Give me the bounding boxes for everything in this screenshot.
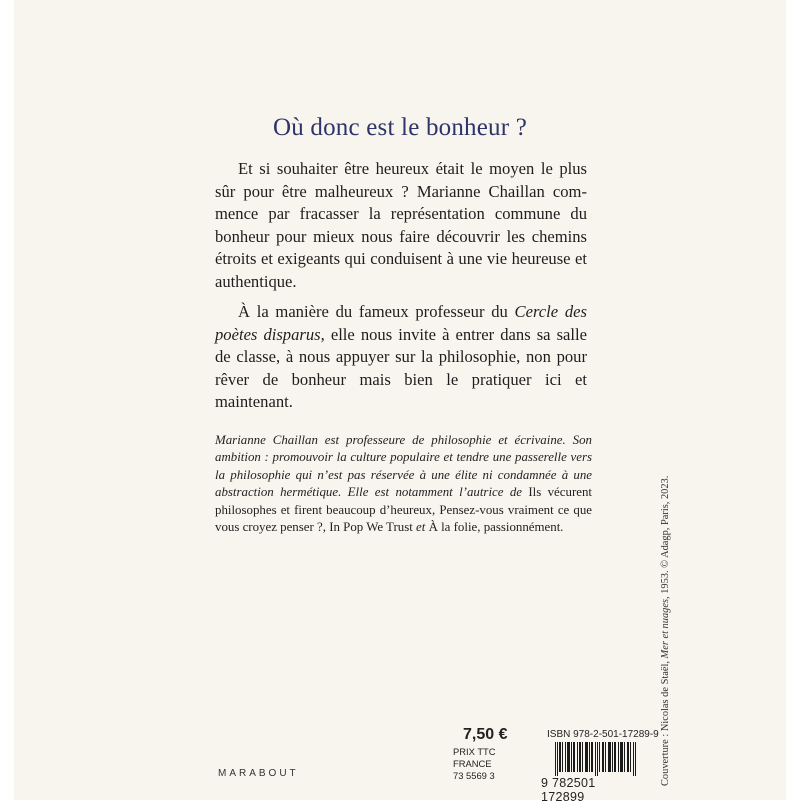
barcode-icon	[555, 742, 638, 776]
bio-separator: ,	[431, 502, 440, 517]
bio-end: .	[560, 520, 564, 535]
book-title-2: Pensez-vous vraiment ce que vous croyez penser ?	[215, 502, 592, 535]
price-code: 73 5569 3	[453, 770, 495, 781]
film-title: Cercle des poètes disparus	[215, 302, 587, 344]
cover-credit-wrap	[660, 460, 676, 790]
credit-text: Couverture : Nicolas de Staël,	[660, 658, 671, 786]
bio-text: Marianne Chaillan est professeure de philosophie et écrivaine. Son ambition : promouvoir la culture populaire et tendre une passerelle vers la philosophie qui n’est pas réservée à une élite ni condamnée à une abstraction hermétique. Elle est notamment l’autrice de	[215, 433, 592, 500]
blurb-text: , elle nous invite à entrer dans sa salle de classe, à nous appuyer sur la philosophie, non pour rêver de bonheur mais bien le pratiquer ici et maintenant.	[215, 324, 587, 411]
price: 7,50 €	[463, 726, 508, 743]
blurb-paragraph-1: Et si souhaiter être heureux était le moyen le plus sûr pour être malheureux ? Marianne Chaillan commence par fracasser la représentation commune du bonheur pour mieux nous faire découvrir les chemins étroits et exigeants qui conduisent à une vie heureuse et authentique.	[215, 159, 587, 291]
isbn: ISBN 978-2-501-17289-9	[547, 729, 659, 740]
barcode-number: 9 782501 172899	[541, 776, 596, 804]
credit-text: , 1953. © Adagp, Paris, 2023.	[660, 475, 671, 599]
book-title: Où donc est le bonheur ?	[272, 114, 528, 141]
publisher-logo: MARABOUT	[218, 768, 299, 779]
blurb-text: À la manière du fameux professeur du	[238, 302, 515, 321]
blurb	[215, 158, 587, 422]
price-label: PRIX TTC FRANCE	[453, 746, 496, 769]
price-details	[453, 746, 533, 782]
book-title-3: In Pop We Trust	[329, 520, 413, 535]
artwork-title: Mer et nuages	[660, 599, 671, 659]
book-title-1: Ils vécurent philosophes et firent beaucoup d’heureux	[215, 485, 592, 517]
book-title-4: À la folie, passionnément	[428, 520, 561, 535]
bio-separator: ,	[322, 520, 330, 535]
cover-credit	[660, 476, 671, 786]
bio-separator: et	[412, 520, 429, 535]
blurb-paragraph-2	[215, 301, 587, 414]
author-bio	[215, 432, 592, 536]
